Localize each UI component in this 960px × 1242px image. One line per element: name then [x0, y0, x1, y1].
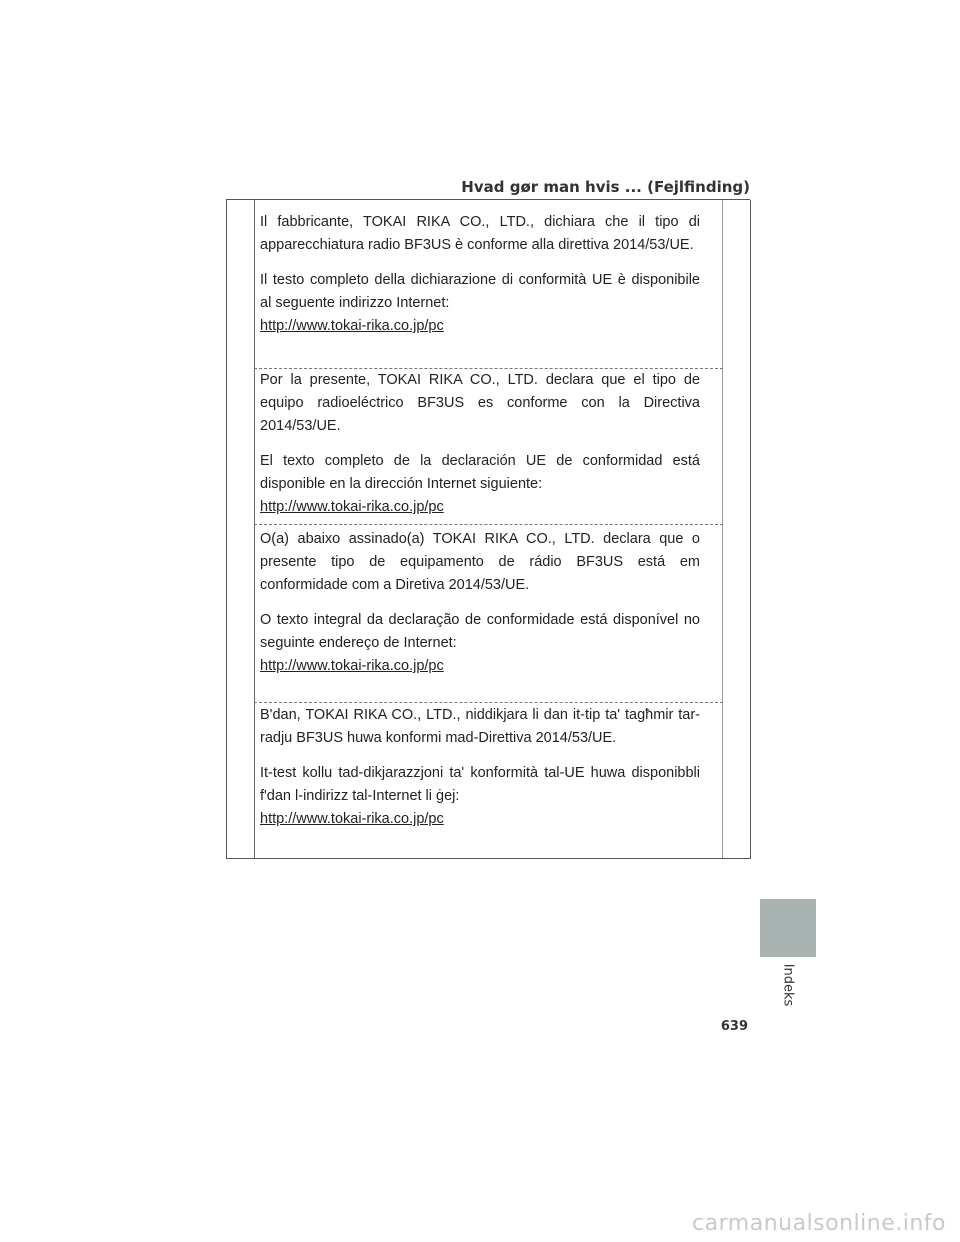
- declaration-statement: O(a) abaixo assinado(a) TOKAI RIKA CO., LTD. declara que o presente tipo de equipamento de rádio BF3US está em conformidade com a Diretiva 2014/53/UE.: [260, 531, 700, 593]
- declaration-link[interactable]: http://www.tokai-rika.co.jp/pc: [260, 318, 444, 334]
- declaration-availability: El texto completo de la declaración UE de conformidad está disponible en la dirección Internet siguiente:: [260, 453, 700, 492]
- declaration-link[interactable]: http://www.tokai-rika.co.jp/pc: [260, 658, 444, 674]
- index-tab-label: Indeks: [780, 963, 796, 1007]
- table-inner-right-line: [722, 200, 723, 858]
- page-header-title: Hvad gør man hvis ... (Fejlfinding): [461, 178, 750, 196]
- declaration-availability: O texto integral da declaração de conformidade está disponível no seguinte endereço de Internet:: [260, 612, 700, 651]
- table-inner-left-line: [254, 200, 255, 858]
- declaration-availability: It-test kollu tad-dikjarazzjoni ta' konformità tal-UE huwa disponibbli f'dan l-indirizz tal-Internet li ġej:: [260, 765, 700, 804]
- declaration-spanish: [260, 369, 700, 519]
- declaration-statement: B'dan, TOKAI RIKA CO., LTD., niddikjara li dan it-tip ta' tagħmir tar-radju BF3US huwa konformi mad-Direttiva 2014/53/UE.: [260, 707, 700, 746]
- declaration-statement: Por la presente, TOKAI RIKA CO., LTD. declara que el tipo de equipo radioeléctrico BF3US es conforme con la Directiva 2014/53/UE.: [260, 372, 700, 434]
- declaration-portuguese: [260, 528, 700, 678]
- page-number: 639: [720, 1019, 748, 1034]
- declaration-link[interactable]: http://www.tokai-rika.co.jp/pc: [260, 499, 444, 515]
- watermark: carmanualsonline.info: [692, 1211, 946, 1236]
- declaration-italian: [260, 211, 700, 338]
- declaration-maltese: [260, 704, 700, 831]
- section-divider: [254, 524, 723, 525]
- index-side-tab[interactable]: [760, 899, 816, 957]
- declaration-availability: Il testo completo della dichiarazione di conformità UE è disponibile al seguente indirizzo Internet:: [260, 272, 700, 311]
- declaration-statement: Il fabbricante, TOKAI RIKA CO., LTD., dichiara che il tipo di apparecchiatura radio BF3US è conforme alla direttiva 2014/53/UE.: [260, 214, 700, 253]
- section-divider: [254, 702, 723, 703]
- declaration-link[interactable]: http://www.tokai-rika.co.jp/pc: [260, 811, 444, 827]
